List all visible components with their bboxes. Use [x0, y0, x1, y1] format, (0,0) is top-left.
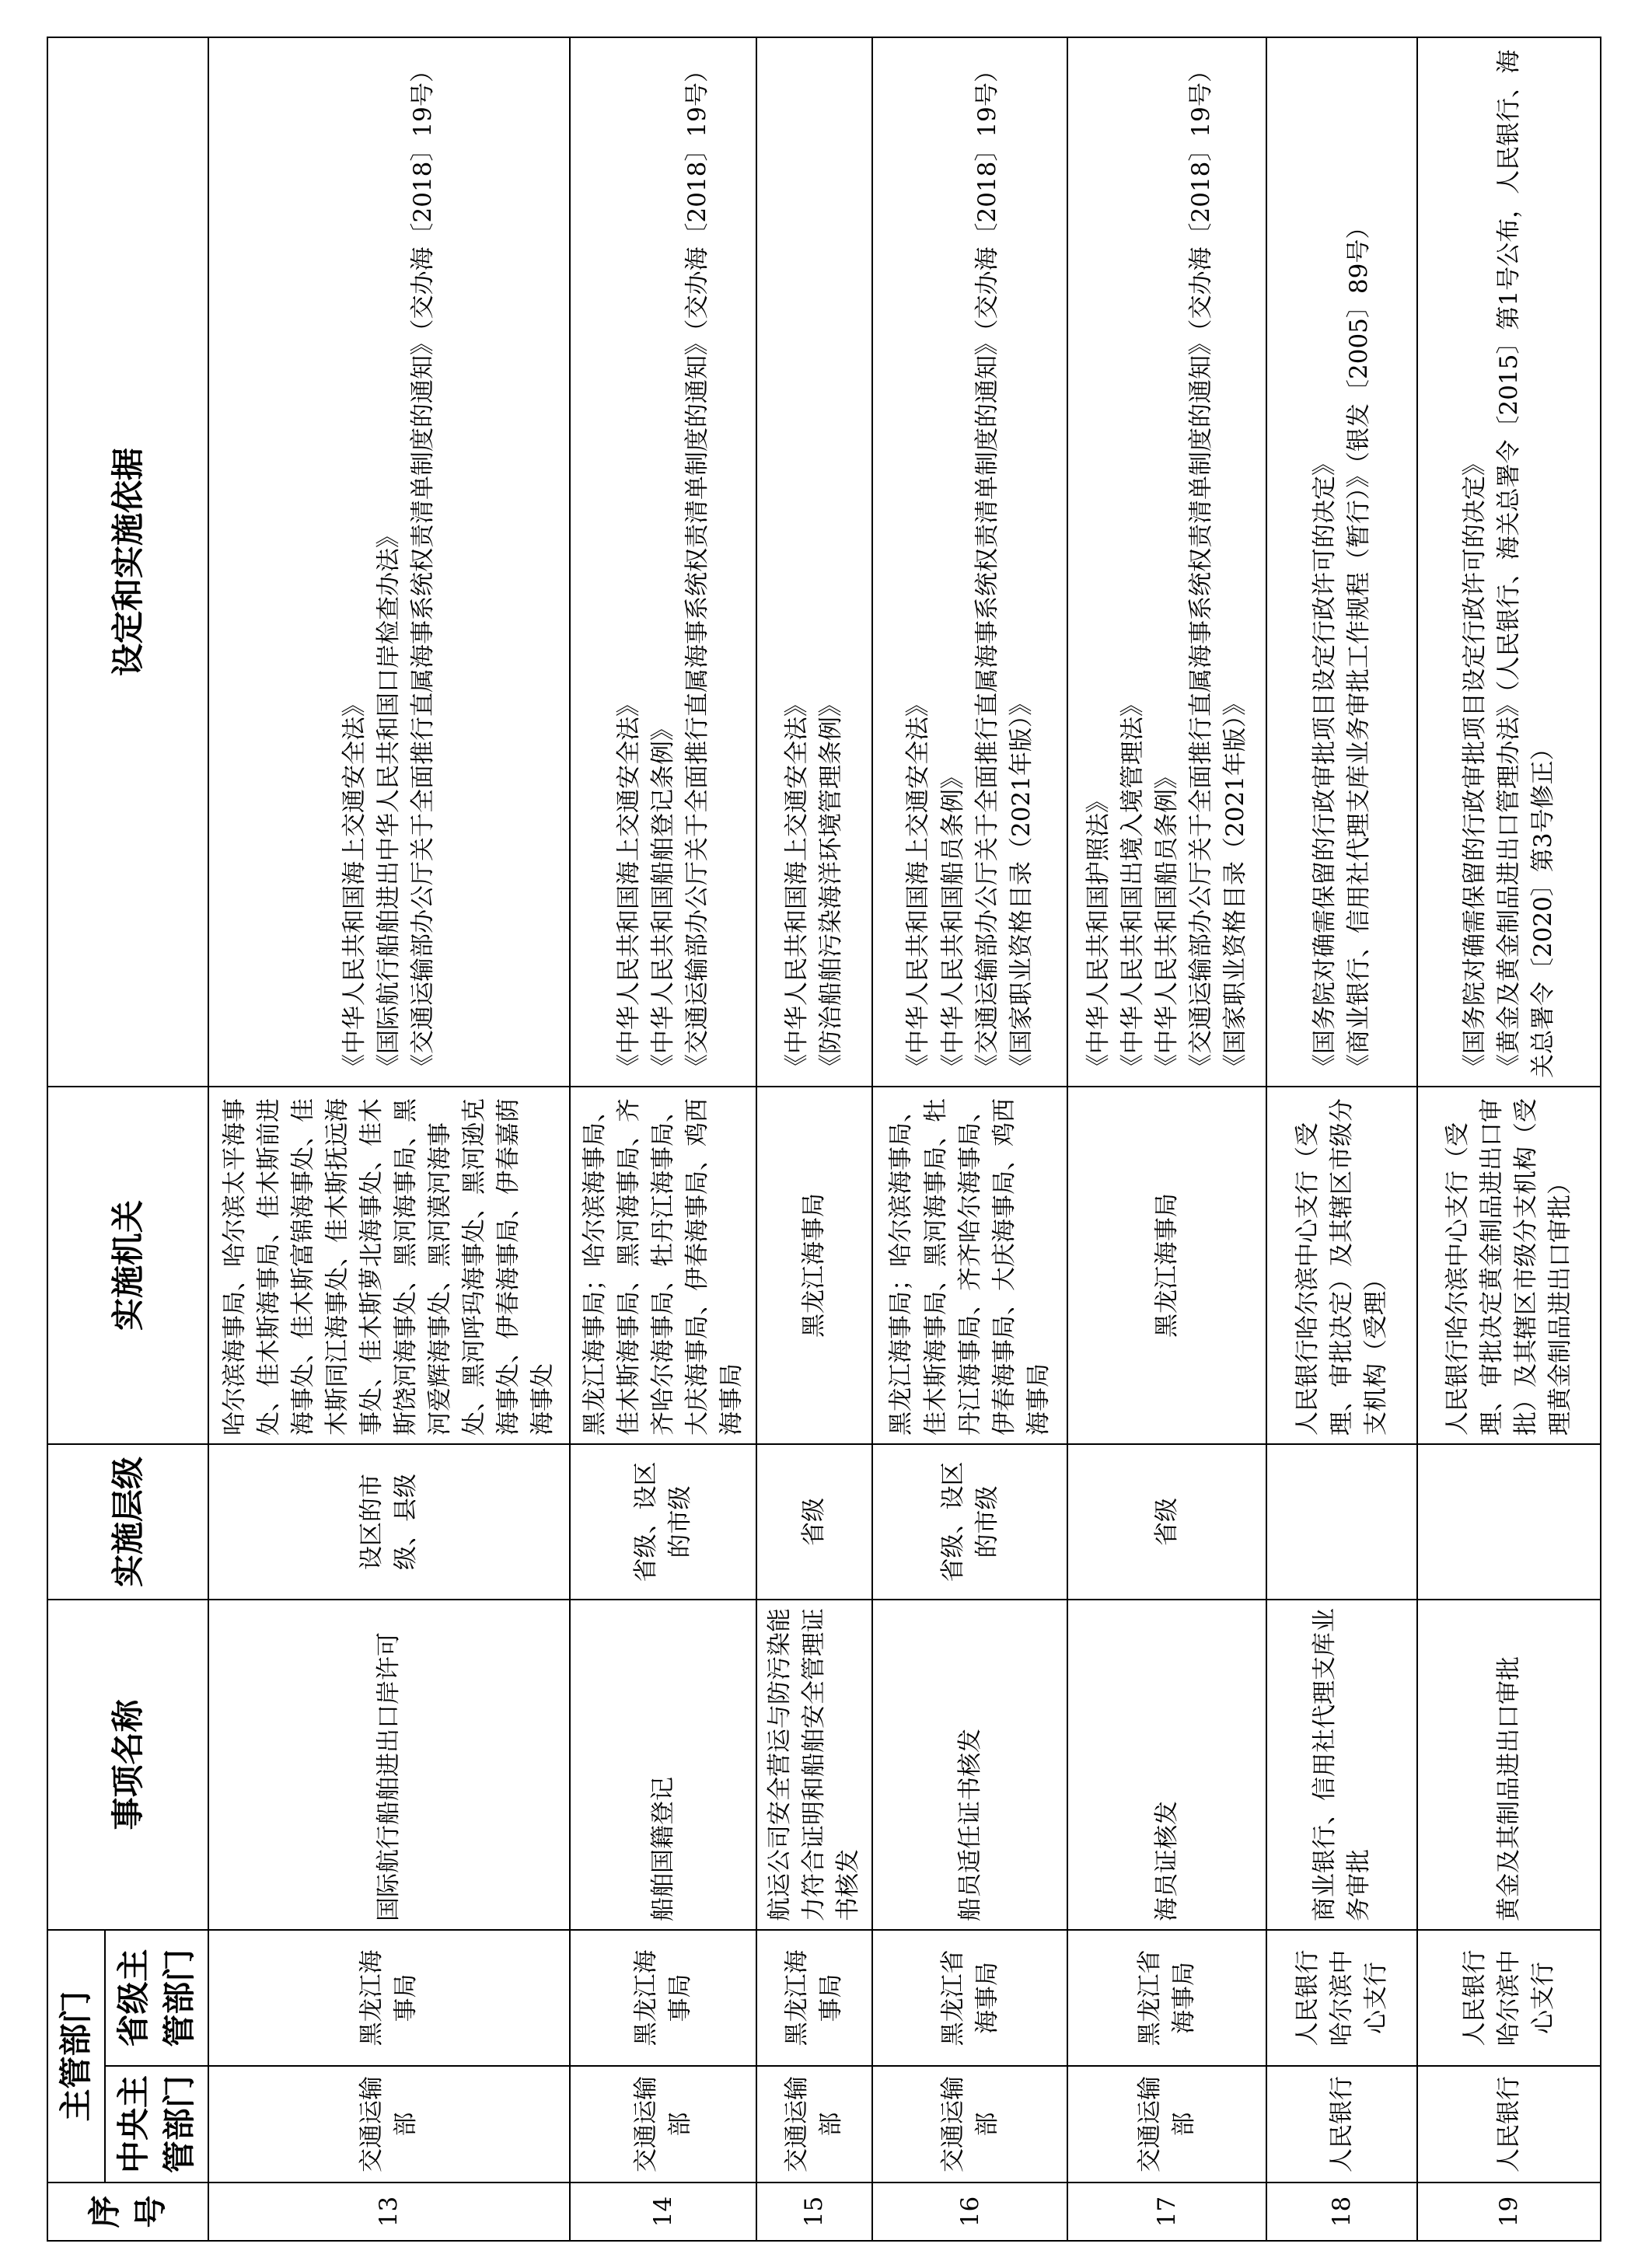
basis-line: 《中华人民共和国海上交通安全法》	[341, 692, 369, 1078]
basis-line: 《国务院对确需保留的行政审批项目设定行政许可的决定》	[1461, 451, 1490, 1078]
header-level: 实施层级	[47, 1444, 208, 1600]
basis-line: 《国际航行船舶进出中华人民共和国口岸检查办法》	[375, 523, 403, 1078]
level-cell: 省级、设区的市级	[570, 1444, 756, 1600]
basis-cell	[1067, 37, 1266, 1087]
header-central-dept: 中央主管部门	[105, 2066, 208, 2183]
level-cell: 省级、设区的市级	[872, 1444, 1067, 1600]
basis-line: 《中华人民共和国出境入境管理法》	[1118, 692, 1147, 1078]
agency-cell: 哈尔滨海事局、哈尔滨太平海事处、佳木斯海事局、佳木斯前进海事处、佳木斯富锦海事处、佳木斯同江海事处、佳木斯抚远海事处、佳木斯萝北海事处、佳木斯饶河海事处、黑河海事局、黑河爱辉海事处、黑河漠河海事处、黑河呼玛海事处、黑河逊克海事处、伊春海事局、伊春嘉荫海事处	[208, 1087, 570, 1444]
basis-line: 《中华人民共和国船员条例》	[938, 764, 967, 1078]
basis-line: 《交通运输部办公厅关于全面推行直属海事系统权责清单制度的通知》（交办海〔2018〕19号）	[1186, 58, 1215, 1078]
agency-cell: 黑龙江海事局	[1067, 1087, 1266, 1444]
agency-cell: 黑龙江海事局；哈尔滨海事局、佳木斯海事局、黑河海事局、牡丹江海事局、齐齐哈尔海事局、伊春海事局、大庆海事局、鸡西海事局	[872, 1087, 1067, 1444]
basis-line: 《黄金及黄金制品进出口管理办法》（人民银行、海关总署令〔2015〕第1号公布，人民银行、海关总署令〔2020〕第3号修正）	[1495, 49, 1558, 1078]
basis-line: 《中华人民共和国船舶登记条例》	[648, 716, 677, 1078]
item-name-cell: 船舶国籍登记	[570, 1600, 756, 1930]
seq-cell: 17	[1067, 2183, 1266, 2241]
item-name-cell: 航运公司安全营运与防污染能力符合证明和船舶安全管理证书核发	[756, 1600, 873, 1930]
provincial-dept-cell: 人民银行哈尔滨中心支行	[1266, 1930, 1418, 2066]
basis-cell	[872, 37, 1067, 1087]
level-cell	[1266, 1444, 1418, 1600]
level-cell: 省级	[1067, 1444, 1266, 1600]
agency-cell: 黑龙江海事局	[756, 1087, 873, 1444]
basis-line: 《商业银行、信用社代理支库业务审批工作规程（暂行）》（银发〔2005〕89号）	[1345, 215, 1374, 1078]
header-seq: 序号	[47, 2183, 208, 2241]
table-row	[1266, 37, 1418, 2241]
item-name-cell: 商业银行、信用社代理支库业务审批	[1266, 1600, 1418, 1930]
table-row	[1417, 37, 1601, 2241]
central-dept-cell: 交通运输部	[570, 2066, 756, 2183]
provincial-dept-cell: 黑龙江海事局	[756, 1930, 873, 2066]
provincial-dept-cell: 黑龙江省海事局	[872, 1930, 1067, 2066]
agency-cell: 黑龙江海事局；哈尔滨海事局、佳木斯海事局、黑河海事局、齐齐哈尔海事局、牡丹江海事局、大庆海事局、伊春海事局、鸡西海事局	[570, 1087, 756, 1444]
level-cell: 设区的市级、县级	[208, 1444, 570, 1600]
basis-line: 《中华人民共和国海上交通安全法》	[904, 692, 933, 1078]
basis-cell	[1266, 37, 1418, 1087]
seq-cell: 19	[1417, 2183, 1601, 2241]
basis-line: 《国务院对确需保留的行政审批项目设定行政许可的决定》	[1311, 451, 1339, 1078]
item-name-cell: 黄金及其制品进出口审批	[1417, 1600, 1601, 1930]
level-cell: 省级	[756, 1444, 873, 1600]
header-agency: 实施机关	[47, 1087, 208, 1444]
basis-cell	[570, 37, 756, 1087]
provincial-dept-cell: 黑龙江海事局	[570, 1930, 756, 2066]
central-dept-cell: 交通运输部	[872, 2066, 1067, 2183]
agency-cell: 人民银行哈尔滨中心支行（受理、审批决定）及其辖区市级分支机构（受理）	[1266, 1087, 1418, 1444]
central-dept-cell: 人民银行	[1417, 2066, 1601, 2183]
header-provincial-dept: 省级主管部门	[105, 1930, 208, 2066]
header-basis: 设定和实施依据	[47, 37, 208, 1087]
basis-line: 《中华人民共和国船员条例》	[1152, 764, 1181, 1078]
basis-line: 《交通运输部办公厅关于全面推行直属海事系统权责清单制度的通知》（交办海〔2018〕19号）	[683, 58, 711, 1078]
seq-cell: 16	[872, 2183, 1067, 2241]
header-item-name: 事项名称	[47, 1600, 208, 1930]
seq-cell: 13	[208, 2183, 570, 2241]
basis-cell	[756, 37, 873, 1087]
seq-cell: 14	[570, 2183, 756, 2241]
basis-line: 《国家职业资格目录（2021年版）》	[1221, 691, 1249, 1078]
item-name-cell: 国际航行船舶进出口岸许可	[208, 1600, 570, 1930]
administrative-license-table	[47, 37, 1601, 2242]
provincial-dept-cell: 人民银行哈尔滨中心支行	[1417, 1930, 1601, 2066]
basis-cell	[1417, 37, 1601, 1087]
seq-cell: 15	[756, 2183, 873, 2241]
header-dept-group: 主管部门	[47, 1930, 105, 2183]
basis-line: 《中华人民共和国海上交通安全法》	[614, 692, 643, 1078]
central-dept-cell: 交通运输部	[208, 2066, 570, 2183]
level-cell	[1417, 1444, 1601, 1600]
table-row	[208, 37, 570, 2241]
basis-line: 《中华人民共和国海上交通安全法》	[783, 692, 812, 1078]
basis-line: 《中华人民共和国护照法》	[1084, 788, 1112, 1078]
item-name-cell: 船员适任证书核发	[872, 1600, 1067, 1930]
central-dept-cell: 人民银行	[1266, 2066, 1418, 2183]
table-row	[1067, 37, 1266, 2241]
agency-cell: 人民银行哈尔滨中心支行（受理、审批决定黄金制品进出口审批）及其辖区市级分支机构（受理黄金制品进出口审批）	[1417, 1087, 1601, 1444]
table-row	[570, 37, 756, 2241]
table-row	[756, 37, 873, 2241]
basis-cell	[208, 37, 570, 1087]
basis-line: 《防治船舶污染海洋环境管理条例》	[817, 692, 846, 1078]
provincial-dept-cell: 黑龙江省海事局	[1067, 1930, 1266, 2066]
basis-line: 《交通运输部办公厅关于全面推行直属海事系统权责清单制度的通知》（交办海〔2018〕19号）	[973, 58, 1001, 1078]
central-dept-cell: 交通运输部	[1067, 2066, 1266, 2183]
provincial-dept-cell: 黑龙江海事局	[208, 1930, 570, 2066]
table-row	[872, 37, 1067, 2241]
seq-cell: 18	[1266, 2183, 1418, 2241]
basis-line: 《国家职业资格目录（2021年版）》	[1007, 691, 1036, 1078]
central-dept-cell: 交通运输部	[756, 2066, 873, 2183]
item-name-cell: 海员证核发	[1067, 1600, 1266, 1930]
basis-line: 《交通运输部办公厅关于全面推行直属海事系统权责清单制度的通知》（交办海〔2018〕19号）	[409, 58, 438, 1078]
